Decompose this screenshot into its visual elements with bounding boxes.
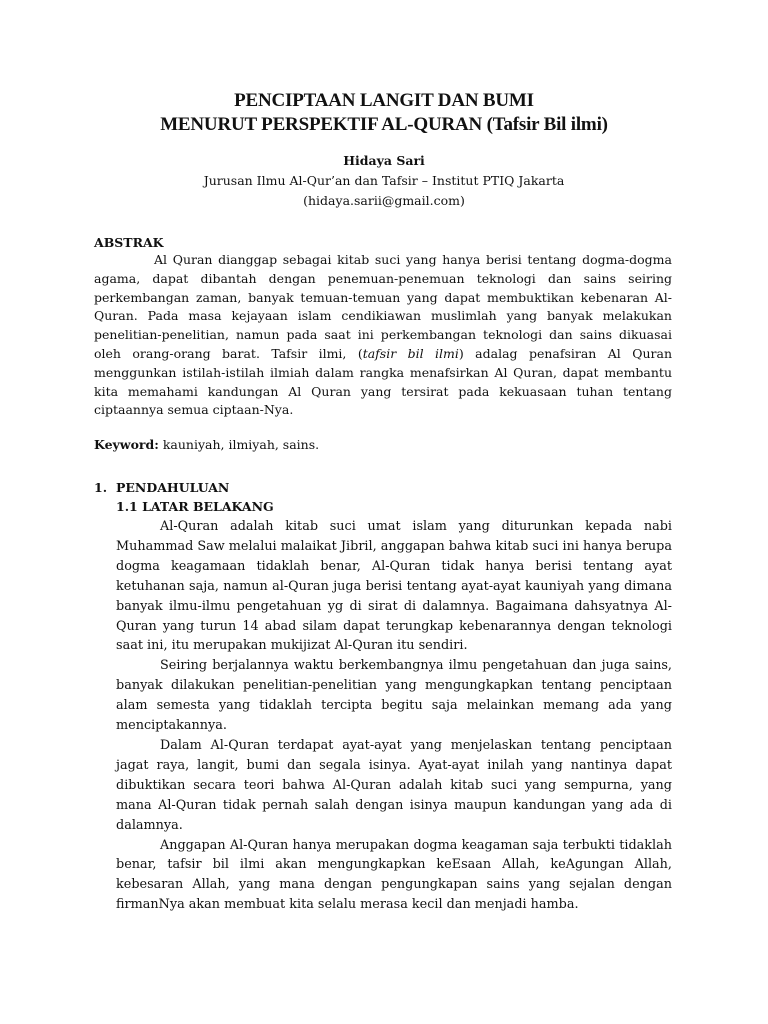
author-name: Hidaya Sari [343,153,425,168]
body-paragraph-4: Anggapan Al-Quran hanya merupakan dogma keagaman saja terbukti tidaklah benar, tafsir bil ilmi akan mengungkapkan keEsaan Allah, keAgungan Allah, kebesaran Allah, yang mana dengan pengungkapan sains yang sejalan dengan firmanNya akan membuat kita selalu merasa kecil dan menjadi hamba. [116,837,672,913]
keyword-values: kauniyah, ilmiyah, sains. [158,437,320,452]
author-affiliation: Jurusan Ilmu Al-Qur’an dan Tafsir – Institut PTIQ Jakarta [203,173,565,188]
title-line-1: PENCIPTAAN LANGIT DAN BUMI [234,90,534,111]
section-number: 1. [94,480,108,495]
abstract-text-italic: tafsir bil ilmi [362,345,459,361]
body-paragraph-1: Al-Quran adalah kitab suci umat islam yang diturunkan kepada nabi Muhammad Saw melalui malaikat Jibril, anggapan bahwa kitab suci ini hanya berupa dogma keagamaan tidaklah benar, Al-Quran tidak hanya berisi tentang ayat ketuhanan saja, namun al-Quran juga berisi tentang ayat-ayat kauniyah yang dimana banyak ilmu-ilmu pengetahuan yg di sirat di dalamnya. Bagaimana dahsyatnya Al-Quran yang turun 14 abad silam dapat terungkap kebenarannya dengan teknologi saat ini, itu merupakan mukijizat Al-Quran itu sendiri. [116,519,672,654]
subsection-heading: 1.1 LATAR BELAKANG [116,499,274,514]
abstract-text-part-2: ) adalag penafsiran Al Quran menggunkan istilah-istilah ilmiah dalam rangka menafsirkan Al Quran, dapat membantu kita memahami kandungan Al Quran yang tersirat pada kekuasaan tuhan tentang ciptaannya semua ciptaan-Nya. [94,345,672,418]
section-body [116,517,672,915]
section-title: PENDAHULUAN [116,480,230,495]
abstract-heading: ABSTRAK [94,235,164,250]
body-paragraph-2: Seiring berjalannya waktu berkembangnya ilmu pengetahuan dan juga sains, banyak dilakukan penelitian-penelitian yang mengungkapkan tentang penciptaan alam semesta yang tidaklah tercipta begitu saja melainkan memang ada yang menciptakannya. [116,658,672,734]
keyword-label: Keyword: [94,437,159,452]
body-paragraph-3: Dalam Al-Quran terdapat ayat-ayat yang menjelaskan tentang penciptaan jagat raya, langit, bumi dan segala isinya. Ayat-ayat inilah yang nantinya dapat dibuktikan secara teori bahwa Al-Quran adalah kitab suci yang sempurna, yang mana Al-Quran tidak pernah salah dengan isinya maupun kandungan yang ada di dalamnya. [116,737,672,833]
title-line-2: MENURUT PERSPEKTIF AL-QURAN (Tafsir Bil ilmi) [160,114,608,135]
author-email: (hidaya.sarii@gmail.com) [303,193,465,208]
section-heading [94,478,229,497]
keywords [94,435,319,454]
abstract-text [94,251,672,420]
abstract-text-part-1: Al Quran dianggap sebagai kitab suci yang hanya berisi tentang dogma-dogma agama, dapat dibantah dengan penemuan-penemuan teknologi dan sains seiring perkembangan zaman, banyak temuan-temuan yang dapat membuktikan kebenaran Al-Quran. Pada masa kejayaan islam cendikiawan muslimlah yang banyak melakukan penelitian-penelitian, namun pada saat ini perkembangan teknologi dan sains dikuasai oleh orang-orang barat. Tafsir ilmi, ( [94,252,672,361]
